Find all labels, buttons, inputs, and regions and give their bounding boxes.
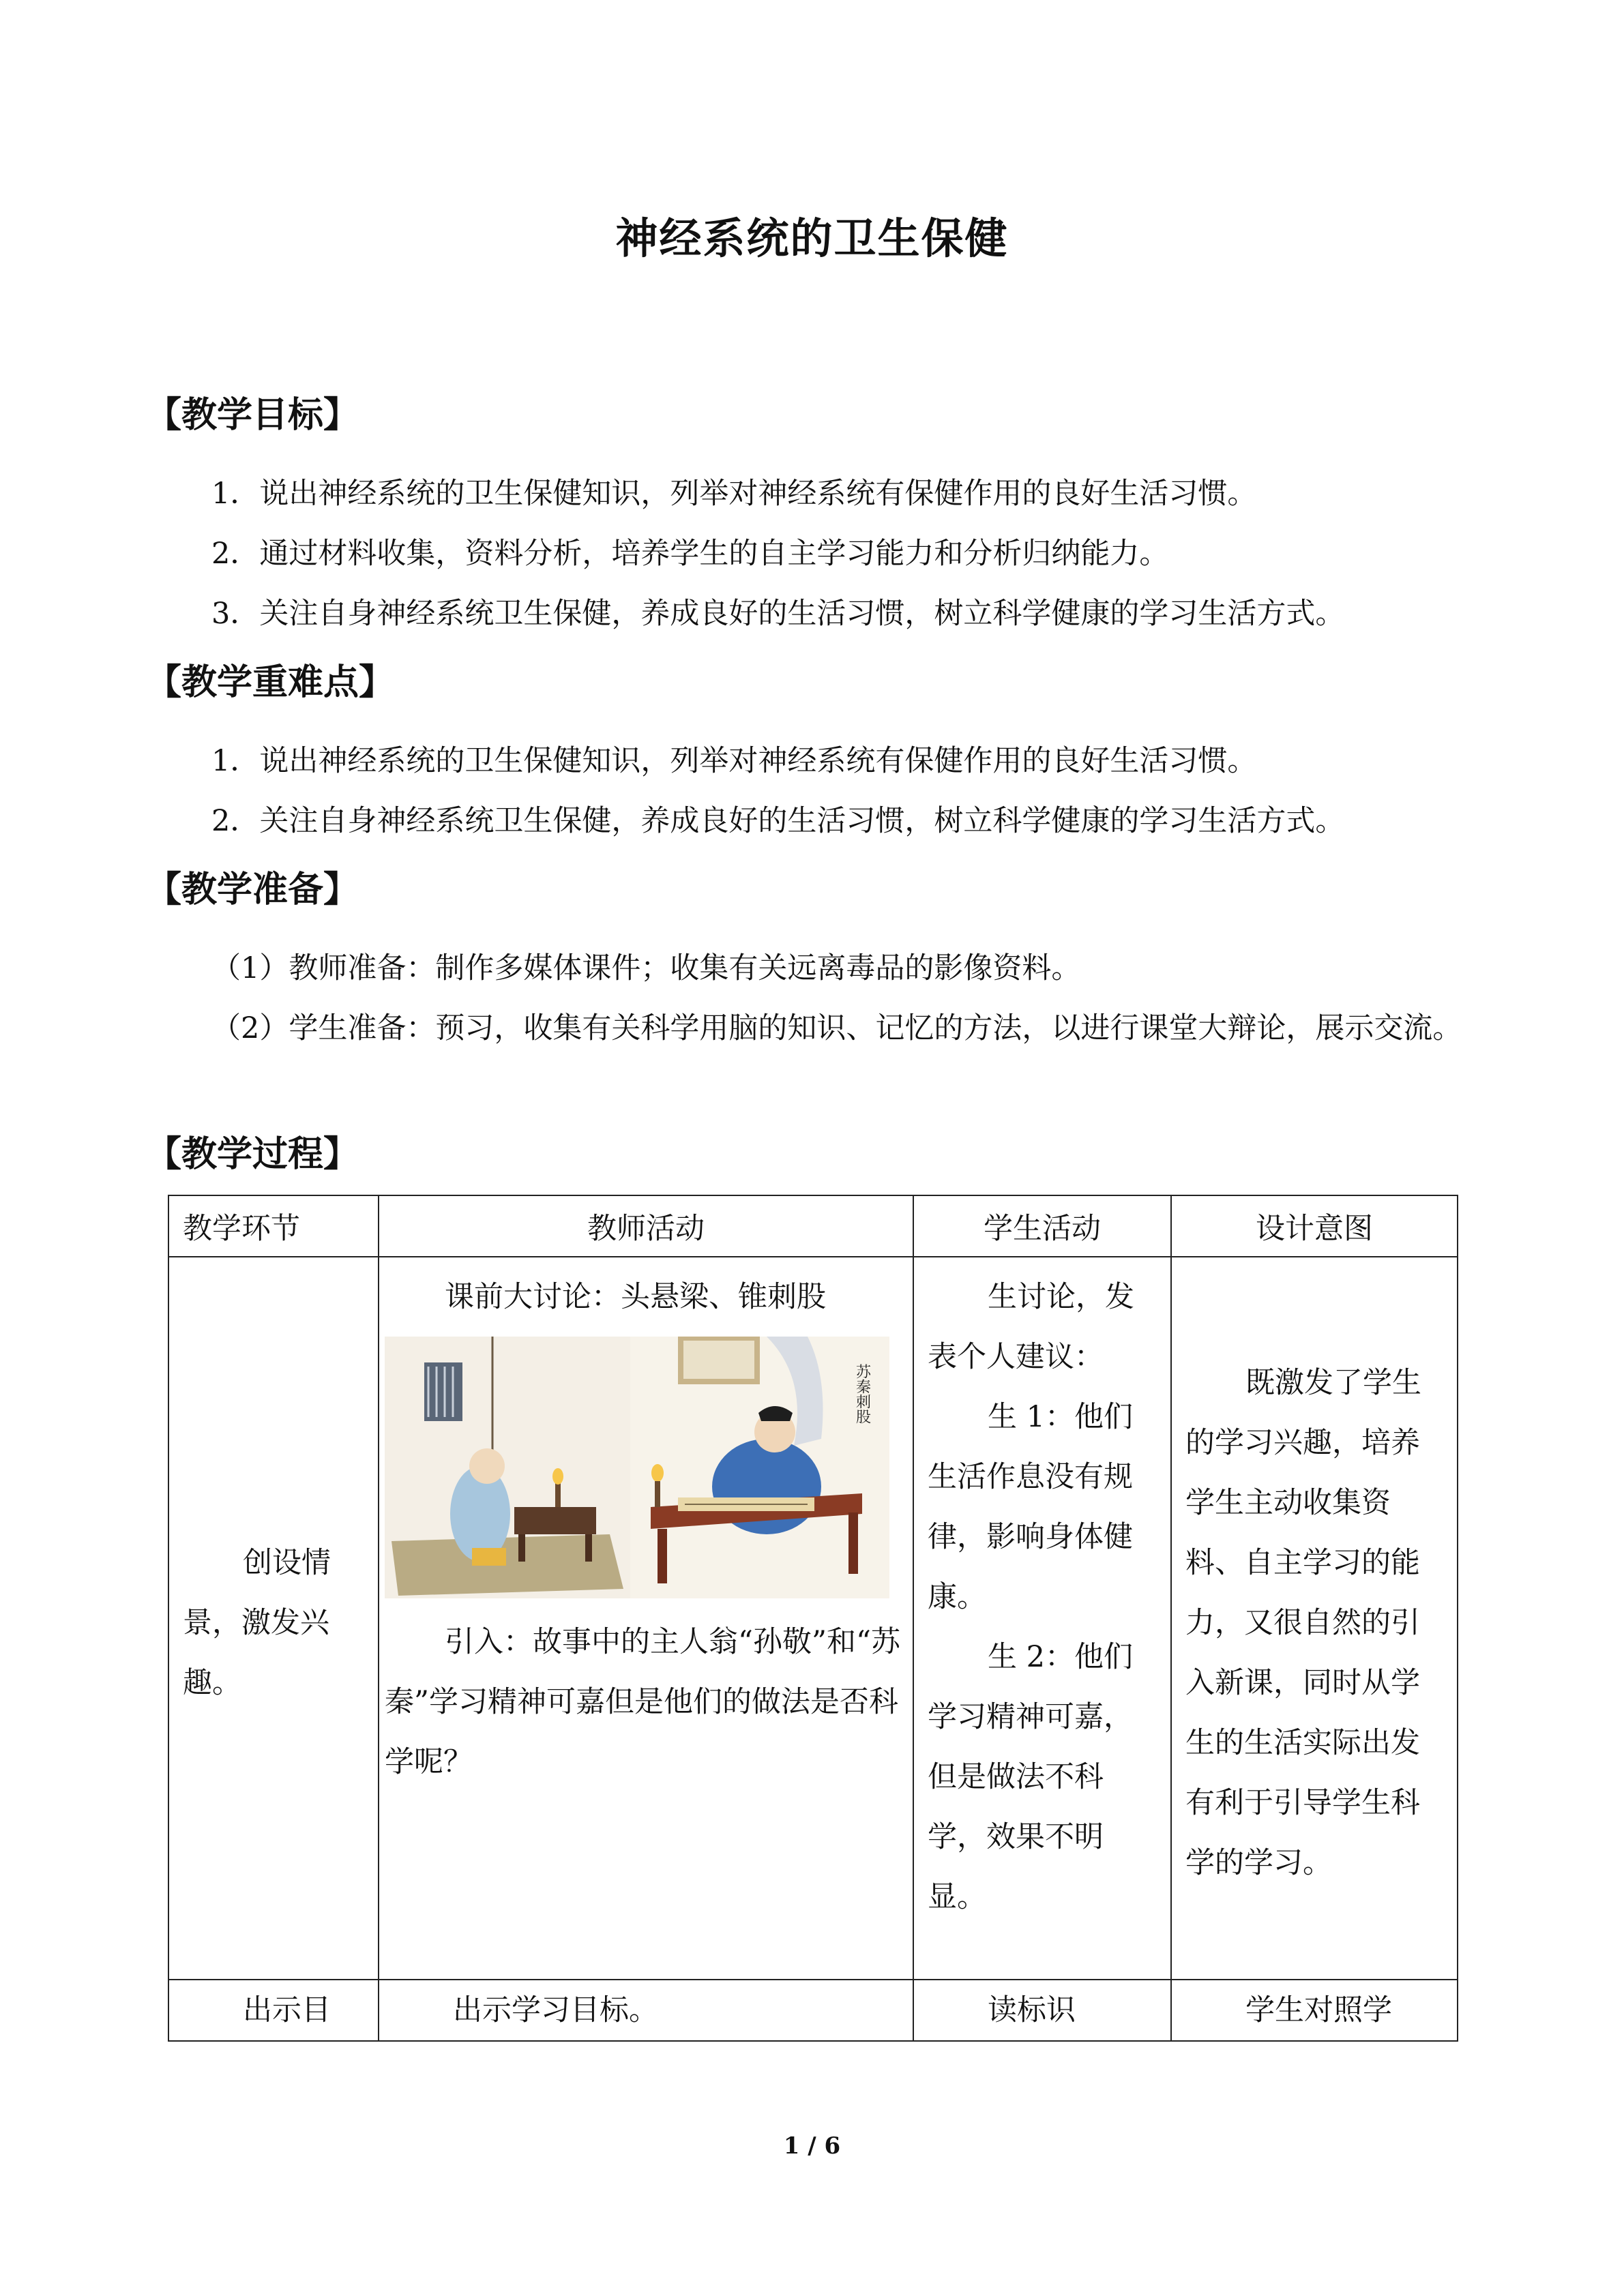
objective-item-3: 3．关注自身神经系统卫生保健，养成良好的生活习惯，树立科学健康的学习生活方式。 [211, 597, 1345, 631]
teacher-cell-2 [379, 1980, 913, 2041]
design-intent: 既激发了学生的学习兴趣，培养学生主动收集资料、自主学习的能力，又很自然的引入新课，同时从学生的生活实际出发有利于引导学生科学的学习。 [1185, 1366, 1421, 1880]
preparation-heading: 【教学准备】 [146, 869, 359, 910]
header-stage: 教学环节 [168, 1195, 379, 1257]
teacher-activity-2: 出示学习目标。 [453, 1993, 658, 2027]
key-points-heading: 【教学重难点】 [146, 661, 395, 703]
key-point-item-1: 1．说出神经系统的卫生保健知识，列举对神经系统有保健作用的良好生活习惯。 [211, 744, 1257, 778]
illustration-inscription: 苏秦刺股 [853, 1364, 871, 1424]
table-row [168, 1257, 1458, 1980]
header-design: 设计意图 [1171, 1195, 1458, 1257]
stage-text-2: 出示目 [243, 1993, 331, 2027]
preparation-item-1: （1）教师准备：制作多媒体课件；收集有关远离毒品的影像资料。 [211, 951, 1081, 985]
page-title: 神经系统的卫生保健 [615, 213, 1009, 263]
design-cell [1171, 1257, 1458, 1980]
student-cell-2 [913, 1980, 1171, 2041]
teacher-activity-top: 课前大讨论：头悬梁、锥刺股 [445, 1280, 826, 1314]
table-header-row [168, 1195, 1458, 1257]
stage-cell [168, 1257, 379, 1980]
objectives-heading: 【教学目标】 [146, 394, 359, 436]
study-story-illustration [385, 1337, 889, 1598]
header-student: 学生活动 [913, 1195, 1171, 1257]
student-activity-1: 生讨论，发表个人建议： [928, 1280, 1134, 1374]
student-activity-2: 生 1：他们生活作息没有规律，影响身体健康。 [928, 1400, 1134, 1614]
teacher-cell [379, 1257, 913, 1980]
process-table [168, 1195, 1458, 2042]
student-activity-row2: 读标识 [988, 1993, 1076, 2027]
design-intent-2: 学生对照学 [1245, 1993, 1392, 2027]
preparation-item-2: （2）学生准备：预习，收集有关科学用脑的知识、记忆的方法，以进行课堂大辩论，展示交流。 [211, 1011, 1462, 1045]
objective-item-1: 1．说出神经系统的卫生保健知识，列举对神经系统有保健作用的良好生活习惯。 [211, 477, 1257, 511]
objective-item-2: 2．通过材料收集，资料分析，培养学生的自主学习能力和分析归纳能力。 [211, 537, 1169, 571]
student-cell [913, 1257, 1171, 1980]
student-activity-3: 生 2：他们学习精神可嘉，但是做法不科学，效果不明显。 [928, 1640, 1134, 1914]
page-number: 1 / 6 [783, 2132, 841, 2160]
stage-text: 创设情景，激发兴趣。 [183, 1546, 331, 1700]
design-cell-2 [1171, 1980, 1458, 2041]
process-heading: 【教学过程】 [146, 1133, 359, 1175]
stage-cell-2 [168, 1980, 379, 2041]
teacher-activity-bottom: 引入：故事中的主人翁“孙敬”和“苏秦”学习精神可嘉但是他们的做法是否科学呢？ [385, 1625, 900, 1779]
key-point-item-2: 2．关注自身神经系统卫生保健，养成良好的生活习惯，树立科学健康的学习生活方式。 [211, 804, 1345, 838]
table-row [168, 1980, 1458, 2041]
header-teacher: 教师活动 [379, 1195, 913, 1257]
